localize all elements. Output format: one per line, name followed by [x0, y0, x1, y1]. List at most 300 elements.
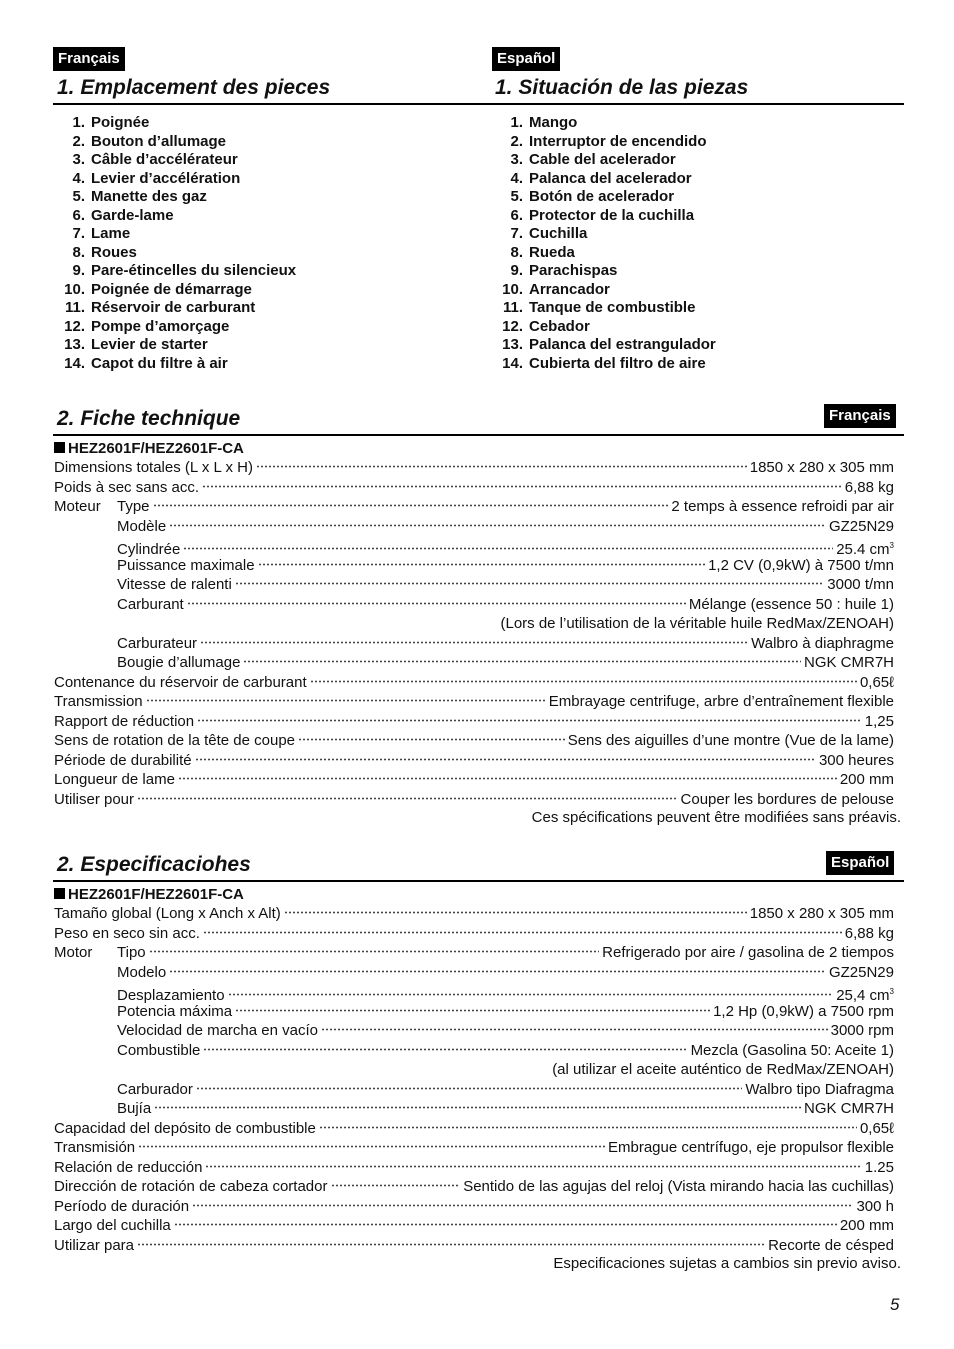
spec-value — [804, 653, 894, 673]
spec-value-text: GZ25N29 — [828, 963, 894, 981]
spec-value — [827, 575, 894, 595]
spec-value — [865, 1158, 894, 1178]
spec-label-text: Carburateur — [117, 634, 198, 652]
spec-value — [713, 1002, 894, 1022]
dot-leader — [243, 660, 801, 663]
dot-leader — [258, 563, 706, 566]
list-item-label: Réservoir de carburant — [91, 299, 256, 316]
top-rule — [53, 103, 904, 105]
spec-value — [768, 1236, 894, 1256]
spec-label-text: Modèle — [117, 517, 167, 535]
list-item-label: Cable del acelerador — [529, 151, 676, 168]
spec-label — [54, 1177, 328, 1197]
dot-leader — [331, 1184, 461, 1187]
spec-row — [54, 1041, 894, 1061]
spec-value-text: 3000 rpm — [830, 1022, 894, 1039]
list-item — [54, 207, 296, 226]
list-item-label: Poignée de démarrage — [91, 280, 252, 298]
dot-leader — [202, 485, 842, 488]
dot-leader — [169, 970, 826, 973]
list-item — [54, 336, 296, 355]
list-item-number: 9. — [510, 262, 523, 279]
spec-value-text: 300 heures — [818, 751, 894, 769]
dot-leader — [235, 1009, 710, 1012]
spec-row — [54, 1119, 894, 1139]
spec-label-text: Velocidad de marcha en vacío — [117, 1022, 318, 1039]
model-name-fr: HEZ2601F/HEZ2601F-CA — [54, 439, 244, 458]
spec-value-text: NGK CMR7H — [803, 654, 894, 671]
spec-label-text: Poids à sec sans acc. — [54, 478, 200, 496]
spec-value-text: Mezcla (Gasolina 50: Aceite 1) — [690, 1041, 894, 1059]
spec-label — [54, 1080, 193, 1100]
spec-value — [860, 673, 894, 693]
spec-value-text: 6,88 kg — [844, 478, 894, 496]
dot-leader — [174, 1223, 837, 1226]
list-item — [54, 262, 296, 281]
dot-leader — [203, 1048, 687, 1051]
spec-label-text: Tamaño global (Long x Anch x Alt) — [54, 905, 281, 922]
list-item-label: Capot du filtre à air — [91, 354, 228, 372]
list-item-number: 11. — [64, 299, 85, 316]
list-item-label: Botón de acelerador — [529, 188, 675, 205]
list-item — [492, 318, 716, 337]
list-item-number: 6. — [510, 206, 523, 224]
list-item-number: 12. — [64, 317, 85, 335]
spec-value-text: 1850 x 280 x 305 mm — [749, 459, 894, 476]
list-item-label: Poignée — [91, 114, 150, 131]
dot-leader — [228, 993, 834, 996]
list-item-label: Cuchilla — [529, 225, 588, 242]
spec-value-text: Mélange (essence 50 : huile 1) — [688, 595, 894, 613]
spec-label-text: Bougie d’allumage — [117, 654, 241, 671]
list-item — [492, 336, 716, 355]
list-item-number: 4. — [72, 169, 85, 187]
parts-list-fr — [54, 114, 296, 373]
spec-value — [845, 478, 894, 498]
spec-row — [54, 692, 894, 712]
language-badge-specs-fr: Français — [824, 404, 896, 428]
list-item-label: Bouton d’allumage — [91, 132, 226, 150]
spec-value — [568, 731, 894, 751]
list-item-number: 1. — [510, 114, 523, 131]
spec-label-text: Combustible — [117, 1041, 201, 1059]
dot-leader — [205, 1165, 861, 1168]
dot-leader — [137, 1243, 765, 1246]
spec-table-fr — [54, 458, 894, 809]
spec-label-text: Contenance du réservoir de carburant — [54, 673, 307, 691]
list-item-label: Cubierta del filtro de aire — [529, 354, 706, 372]
spec-value-text: Couper les bordures de pelouse — [680, 790, 894, 808]
spec-row — [54, 1080, 894, 1100]
section-title-parts-es: 1. Situación de las piezas — [495, 76, 749, 99]
list-item-label: Tanque de combustible — [529, 299, 696, 316]
spec-row — [54, 595, 894, 615]
list-item-label: Palanca del estrangulador — [529, 336, 716, 353]
spec-label-text: Tipo — [117, 944, 146, 961]
spec-value — [845, 924, 894, 944]
model-name-es: HEZ2601F/HEZ2601F-CA — [54, 885, 244, 904]
list-item-number: 12. — [502, 317, 523, 335]
spec-label-text: Cylindrée — [117, 541, 181, 558]
square-bullet-icon — [54, 888, 65, 899]
list-item-number: 14. — [502, 354, 523, 372]
spec-value — [602, 943, 894, 963]
spec-label — [54, 595, 184, 615]
spec-value-text: Sentido de las agujas del reloj (Vista mirando hacia las cuchillas) — [463, 1178, 894, 1195]
spec-value — [804, 1099, 894, 1119]
spec-row — [54, 1158, 894, 1178]
list-item-number: 3. — [510, 151, 523, 168]
dot-leader — [183, 547, 833, 550]
section-title-specs-fr: 2. Fiche technique — [57, 407, 241, 430]
spec-row — [54, 458, 894, 478]
spec-label — [54, 1099, 151, 1119]
spec-value-text: 1,2 Hp (0,9kW) a 7500 rpm — [713, 1002, 894, 1020]
dot-leader — [197, 719, 862, 722]
language-badge-specs-es: Español — [826, 851, 894, 875]
spec-row-continuation — [54, 1060, 894, 1080]
spec-label-text: Largo del cuchilla — [54, 1217, 171, 1234]
spec-row — [54, 770, 894, 790]
spec-label — [54, 1119, 316, 1139]
spec-label-text: Relación de reducción — [54, 1158, 203, 1176]
list-item-label: Levier d’accélération — [91, 169, 241, 187]
list-item-number: 10. — [502, 280, 523, 298]
dot-leader — [319, 1126, 857, 1129]
spec-label — [54, 556, 255, 576]
spec-value-text: NGK CMR7H — [803, 1100, 894, 1117]
specs-rule-es — [53, 880, 904, 882]
list-item — [54, 299, 296, 318]
list-item-label: Lame — [91, 225, 131, 242]
list-item — [54, 114, 296, 133]
spec-value-text: 200 mm — [839, 771, 894, 788]
spec-value-superscript: 3 — [889, 987, 894, 996]
spec-value-text: Recorte de césped — [768, 1236, 894, 1254]
spec-value — [689, 595, 894, 615]
spec-row — [54, 904, 894, 924]
spec-label — [54, 673, 307, 693]
spec-row — [54, 497, 894, 517]
list-item — [492, 133, 716, 152]
parts-list-es — [492, 114, 716, 373]
spec-row — [54, 1236, 894, 1256]
spec-row — [54, 1197, 894, 1217]
spec-row — [54, 634, 894, 654]
spec-label — [54, 712, 194, 732]
dot-leader — [138, 1145, 605, 1148]
dot-leader — [149, 950, 600, 953]
spec-label-text: Capacidad del depósito de combustible — [54, 1119, 316, 1137]
spec-value — [708, 556, 894, 576]
list-item-label: Manette des gaz — [91, 188, 207, 205]
spec-label-text: Bujía — [117, 1100, 152, 1117]
spec-value-text: 200 mm — [839, 1217, 894, 1234]
spec-value — [463, 1177, 894, 1197]
dot-leader — [203, 931, 842, 934]
spec-label — [54, 1002, 232, 1022]
section-title-parts-fr: 1. Emplacement des pieces — [57, 76, 331, 99]
spec-value — [681, 790, 894, 810]
spec-row — [54, 517, 894, 537]
spec-value-text: 1,25 — [864, 712, 894, 730]
list-item — [54, 225, 296, 244]
spec-value-text: Sens des aiguilles d’une montre (Vue de la lame) — [567, 732, 894, 749]
dot-leader — [137, 797, 677, 800]
spec-row — [54, 1138, 894, 1158]
spec-value — [831, 1021, 894, 1041]
spec-label — [54, 751, 192, 771]
list-item-label: Levier de starter — [91, 336, 208, 353]
spec-row — [54, 1002, 894, 1022]
list-item — [54, 318, 296, 337]
section-title-specs-es: 2. Especificaciohes — [57, 853, 251, 876]
list-item-number: 11. — [502, 299, 523, 316]
spec-row — [54, 963, 894, 983]
list-item-number: 6. — [72, 206, 85, 224]
spec-value — [750, 458, 894, 478]
spec-row — [54, 943, 894, 963]
spec-group-label: Moteur — [54, 498, 101, 515]
spec-label-text: Potencia máxima — [117, 1002, 233, 1020]
list-item-number: 2. — [510, 132, 523, 150]
list-item — [492, 355, 716, 374]
spec-value — [819, 751, 894, 771]
spec-value — [856, 1197, 894, 1217]
spec-value-text: 1,2 CV (0,9kW) à 7500 t/mn — [708, 556, 894, 574]
spec-label-text: Sens de rotation de la tête de coupe — [54, 732, 296, 749]
spec-label — [54, 497, 150, 517]
list-item-label: Parachispas — [529, 262, 618, 279]
spec-value-superscript: 3 — [889, 541, 894, 550]
spec-label-text: Longueur de lame — [54, 771, 175, 788]
spec-label-text: Desplazamiento — [117, 987, 225, 1004]
list-item — [54, 133, 296, 152]
spec-label-text: Modelo — [117, 963, 167, 981]
spec-value — [829, 963, 894, 983]
list-item-label: Roues — [91, 243, 137, 261]
spec-label — [54, 904, 281, 924]
dot-leader — [200, 641, 748, 644]
list-item-label: Protector de la cuchilla — [529, 206, 695, 224]
list-item — [54, 170, 296, 189]
list-item-label: Pompe d’amorçage — [91, 317, 230, 335]
spec-note-es: Especificaciones sujetas a cambios sin previo aviso. — [553, 1255, 901, 1272]
list-item — [54, 188, 296, 207]
spec-value-text: Embrague centrífugo, eje propulsor flexible — [608, 1139, 894, 1156]
spec-value-text: 25,4 cm — [836, 987, 890, 1004]
spec-row — [54, 1021, 894, 1041]
spec-row — [54, 790, 894, 810]
spec-note-fr: Ces spécifications peuvent être modifiées sans préavis. — [531, 809, 901, 826]
spec-value — [751, 634, 894, 654]
language-badge-fr: Français — [53, 47, 125, 71]
list-item-number: 13. — [64, 336, 85, 353]
spec-label-text: Período de duración — [54, 1197, 190, 1215]
list-item — [492, 151, 716, 170]
dot-leader — [298, 738, 565, 741]
spec-row — [54, 1099, 894, 1119]
list-item — [492, 262, 716, 281]
dot-leader — [146, 699, 546, 702]
spec-value — [691, 1041, 894, 1061]
list-item-number: 2. — [72, 132, 85, 150]
specs-rule-fr — [53, 434, 904, 436]
spec-label — [54, 790, 134, 810]
spec-value-text: Embrayage centrifuge, arbre d’entraînement flexible — [548, 693, 894, 710]
list-item-label: Interruptor de encendido — [529, 132, 707, 150]
spec-table-es — [54, 904, 894, 1255]
spec-group-label: Motor — [54, 944, 93, 961]
spec-value — [549, 692, 894, 712]
list-item-number: 9. — [72, 262, 85, 279]
spec-label — [54, 692, 143, 712]
spec-row-continuation — [54, 614, 894, 634]
spec-row — [54, 653, 894, 673]
spec-value-text: 2 temps à essence refroidi par air — [671, 498, 894, 515]
list-item-number: 1. — [72, 114, 85, 131]
spec-label-text: Carburador — [117, 1080, 193, 1098]
list-item-label: Rueda — [529, 243, 575, 261]
dot-leader — [321, 1028, 828, 1031]
list-item-label: Cebador — [529, 317, 590, 335]
list-item — [54, 355, 296, 374]
spec-continuation-text: (al utilizar el aceite auténtico de RedMax/ZENOAH) — [552, 1061, 894, 1078]
list-item-label: Pare-étincelles du silencieux — [91, 262, 297, 279]
list-item-number: 8. — [72, 243, 85, 261]
spec-value — [865, 712, 894, 732]
spec-value-text: 6,88 kg — [844, 924, 894, 942]
spec-label — [54, 1158, 202, 1178]
spec-value — [608, 1138, 894, 1158]
list-item-number: 14. — [64, 354, 85, 372]
list-item — [54, 244, 296, 263]
list-item — [492, 299, 716, 318]
spec-row — [54, 712, 894, 732]
spec-label — [54, 1197, 189, 1217]
list-item — [54, 281, 296, 300]
spec-label — [54, 653, 240, 673]
list-item-number: 8. — [510, 243, 523, 261]
dot-leader — [195, 758, 816, 761]
spec-label — [54, 1041, 200, 1061]
spec-label — [54, 1138, 135, 1158]
list-item — [492, 170, 716, 189]
spec-label — [54, 458, 253, 478]
spec-value-text: 25.4 cm — [836, 541, 890, 558]
spec-row — [54, 924, 894, 944]
spec-continuation-text: (Lors de l’utilisation de la véritable huile RedMax/ZENOAH) — [500, 615, 894, 632]
spec-value-text: 3000 t/mn — [827, 576, 894, 593]
list-item-label: Garde-lame — [91, 206, 174, 224]
spec-value — [750, 904, 894, 924]
spec-value — [840, 770, 894, 790]
spec-label — [54, 770, 175, 790]
spec-value — [840, 1216, 894, 1236]
dot-leader — [187, 602, 686, 605]
spec-label-text: Période de durabilité — [54, 751, 192, 769]
spec-value-text: Refrigerado por aire / gasolina de 2 tiempos — [602, 944, 894, 961]
spec-label-text: Transmisión — [54, 1139, 136, 1156]
spec-label — [54, 517, 166, 537]
spec-value-text: 1850 x 280 x 305 mm — [749, 905, 894, 922]
spec-value-text: Walbro tipo Diafragma — [745, 1080, 894, 1098]
list-item-label: Arrancador — [529, 280, 610, 298]
spec-value-text: 0,65ℓ — [859, 673, 894, 691]
dot-leader — [310, 680, 857, 683]
spec-label-text: Type — [117, 498, 150, 515]
spec-value-text: Walbro à diaphragme — [751, 634, 894, 652]
spec-value-text: 1.25 — [864, 1158, 894, 1176]
list-item — [492, 207, 716, 226]
square-bullet-icon — [54, 442, 65, 453]
list-item-number: 7. — [510, 225, 523, 242]
spec-row — [54, 575, 894, 595]
list-item — [492, 188, 716, 207]
dot-leader — [284, 911, 747, 914]
spec-row — [54, 982, 894, 1002]
spec-label-text: Dirección de rotación de cabeza cortador — [54, 1178, 328, 1195]
dot-leader — [192, 1204, 853, 1207]
list-item-number: 13. — [502, 336, 523, 353]
dot-leader — [256, 465, 747, 468]
spec-row — [54, 478, 894, 498]
spec-label-text: Carburant — [117, 595, 184, 613]
spec-label-text: Utilizar para — [54, 1236, 135, 1254]
spec-label — [54, 575, 232, 595]
spec-label-text: Puissance maximale — [117, 556, 255, 574]
spec-label — [54, 1216, 171, 1236]
spec-row — [54, 751, 894, 771]
spec-label — [54, 731, 295, 751]
list-item-number: 3. — [72, 151, 85, 168]
spec-value-text: 300 h — [856, 1197, 894, 1215]
list-item-number: 5. — [72, 188, 85, 205]
spec-value — [829, 517, 894, 537]
spec-row — [54, 1177, 894, 1197]
spec-label-text: Dimensions totales (L x L x H) — [54, 459, 253, 476]
list-item-label: Mango — [529, 114, 578, 131]
spec-label-text: Utiliser pour — [54, 790, 135, 808]
spec-label-text: Rapport de réduction — [54, 712, 195, 730]
spec-label — [54, 478, 199, 498]
language-badge-es: Español — [492, 47, 560, 71]
spec-label — [54, 963, 166, 983]
spec-value-text: 0,65ℓ — [859, 1119, 894, 1137]
list-item-label: Palanca del acelerador — [529, 169, 692, 187]
dot-leader — [196, 1087, 742, 1090]
list-item-number: 7. — [72, 225, 85, 242]
spec-value — [745, 1080, 894, 1100]
list-item — [492, 225, 716, 244]
spec-row — [54, 556, 894, 576]
spec-label — [54, 634, 197, 654]
list-item — [54, 151, 296, 170]
list-item-number: 4. — [510, 169, 523, 187]
spec-label-text: Transmission — [54, 693, 143, 710]
spec-value — [671, 497, 894, 517]
dot-leader — [178, 777, 837, 780]
spec-value — [860, 1119, 894, 1139]
list-item — [492, 281, 716, 300]
spec-label-text: Vitesse de ralenti — [117, 576, 232, 593]
spec-row — [54, 1216, 894, 1236]
dot-leader — [153, 504, 669, 507]
spec-row — [54, 673, 894, 693]
page-number: 5 — [890, 1295, 900, 1314]
list-item-number: 10. — [64, 280, 85, 298]
dot-leader — [235, 582, 824, 585]
